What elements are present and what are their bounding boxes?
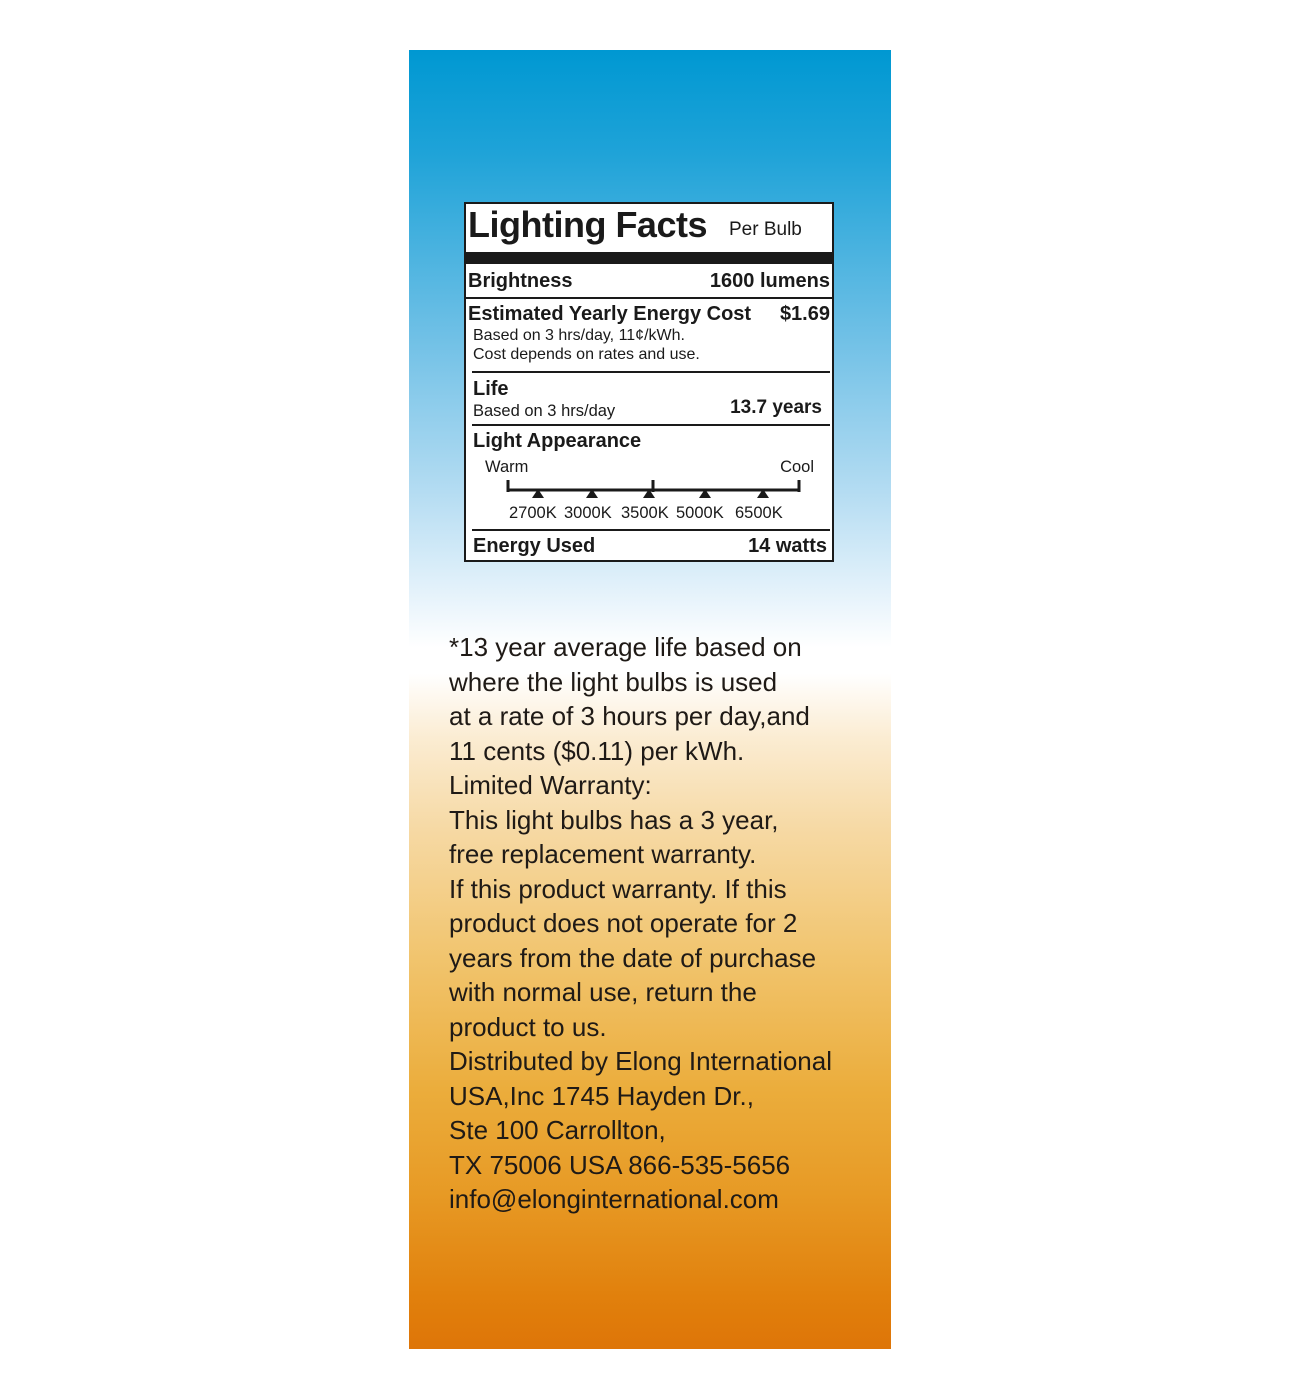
energy-label: Energy Used	[473, 535, 596, 557]
tick-label-3500k: 3500K	[621, 504, 669, 522]
facts-title: Lighting Facts	[468, 204, 707, 245]
energy-value: 14 watts	[748, 535, 827, 557]
warm-label: Warm	[485, 458, 529, 476]
note-line: free replacement warranty.	[449, 839, 757, 869]
cost-note-1: Based on 3 hrs/day, 11¢/kWh.	[473, 327, 685, 344]
tick-label-6500k: 6500K	[735, 504, 783, 522]
note-line: This light bulbs has a 3 year,	[449, 804, 779, 835]
color-temperature-scale	[466, 204, 832, 524]
lighting-facts-label	[464, 202, 834, 562]
life-value: 13.7 years	[730, 397, 822, 418]
note-line: If this product warranty. If this	[449, 873, 787, 904]
tick-label-5000k: 5000K	[676, 504, 724, 522]
note-line: at a rate of 3 hours per day,and	[449, 701, 810, 731]
note-line: Distributed by Elong International	[449, 1046, 833, 1076]
note-line: where the light bulbs is used	[449, 666, 778, 697]
note-line: product does not operate for 2	[449, 908, 798, 938]
warranty-note	[449, 630, 879, 1217]
note-line: Limited Warranty:	[449, 770, 652, 800]
brightness-label: Brightness	[468, 270, 573, 292]
note-line: TX 75006 USA 866-535-5656	[449, 1149, 791, 1180]
note-line: with normal use, return the	[449, 977, 757, 1007]
tick-label-3000k: 3000K	[564, 504, 612, 522]
divider	[472, 529, 830, 531]
tick-label-2700k: 2700K	[509, 504, 557, 522]
life-note: Based on 3 hrs/day	[473, 402, 616, 420]
note-line: *13 year average life based on	[449, 632, 802, 662]
cost-value: $1.69	[779, 303, 830, 325]
cost-label: Estimated Yearly Energy Cost	[468, 303, 752, 325]
note-line: info@elonginternational.com	[449, 1184, 779, 1214]
note-line: years from the date of purchase	[449, 942, 817, 973]
note-line: 11 cents ($0.11) per kWh.	[449, 735, 745, 766]
facts-subtitle: Per Bulb	[729, 219, 802, 240]
note-line: product to us.	[449, 1011, 607, 1042]
cost-note-2: Cost depends on rates and use.	[473, 346, 700, 363]
note-line: USA,Inc 1745 Hayden Dr.,	[449, 1080, 754, 1111]
life-label: Life	[473, 378, 509, 400]
brightness-value: 1600 lumens	[709, 270, 830, 292]
note-line: Ste 100 Carrollton,	[449, 1115, 666, 1145]
appearance-label: Light Appearance	[473, 430, 642, 452]
cool-label: Cool	[780, 458, 814, 476]
